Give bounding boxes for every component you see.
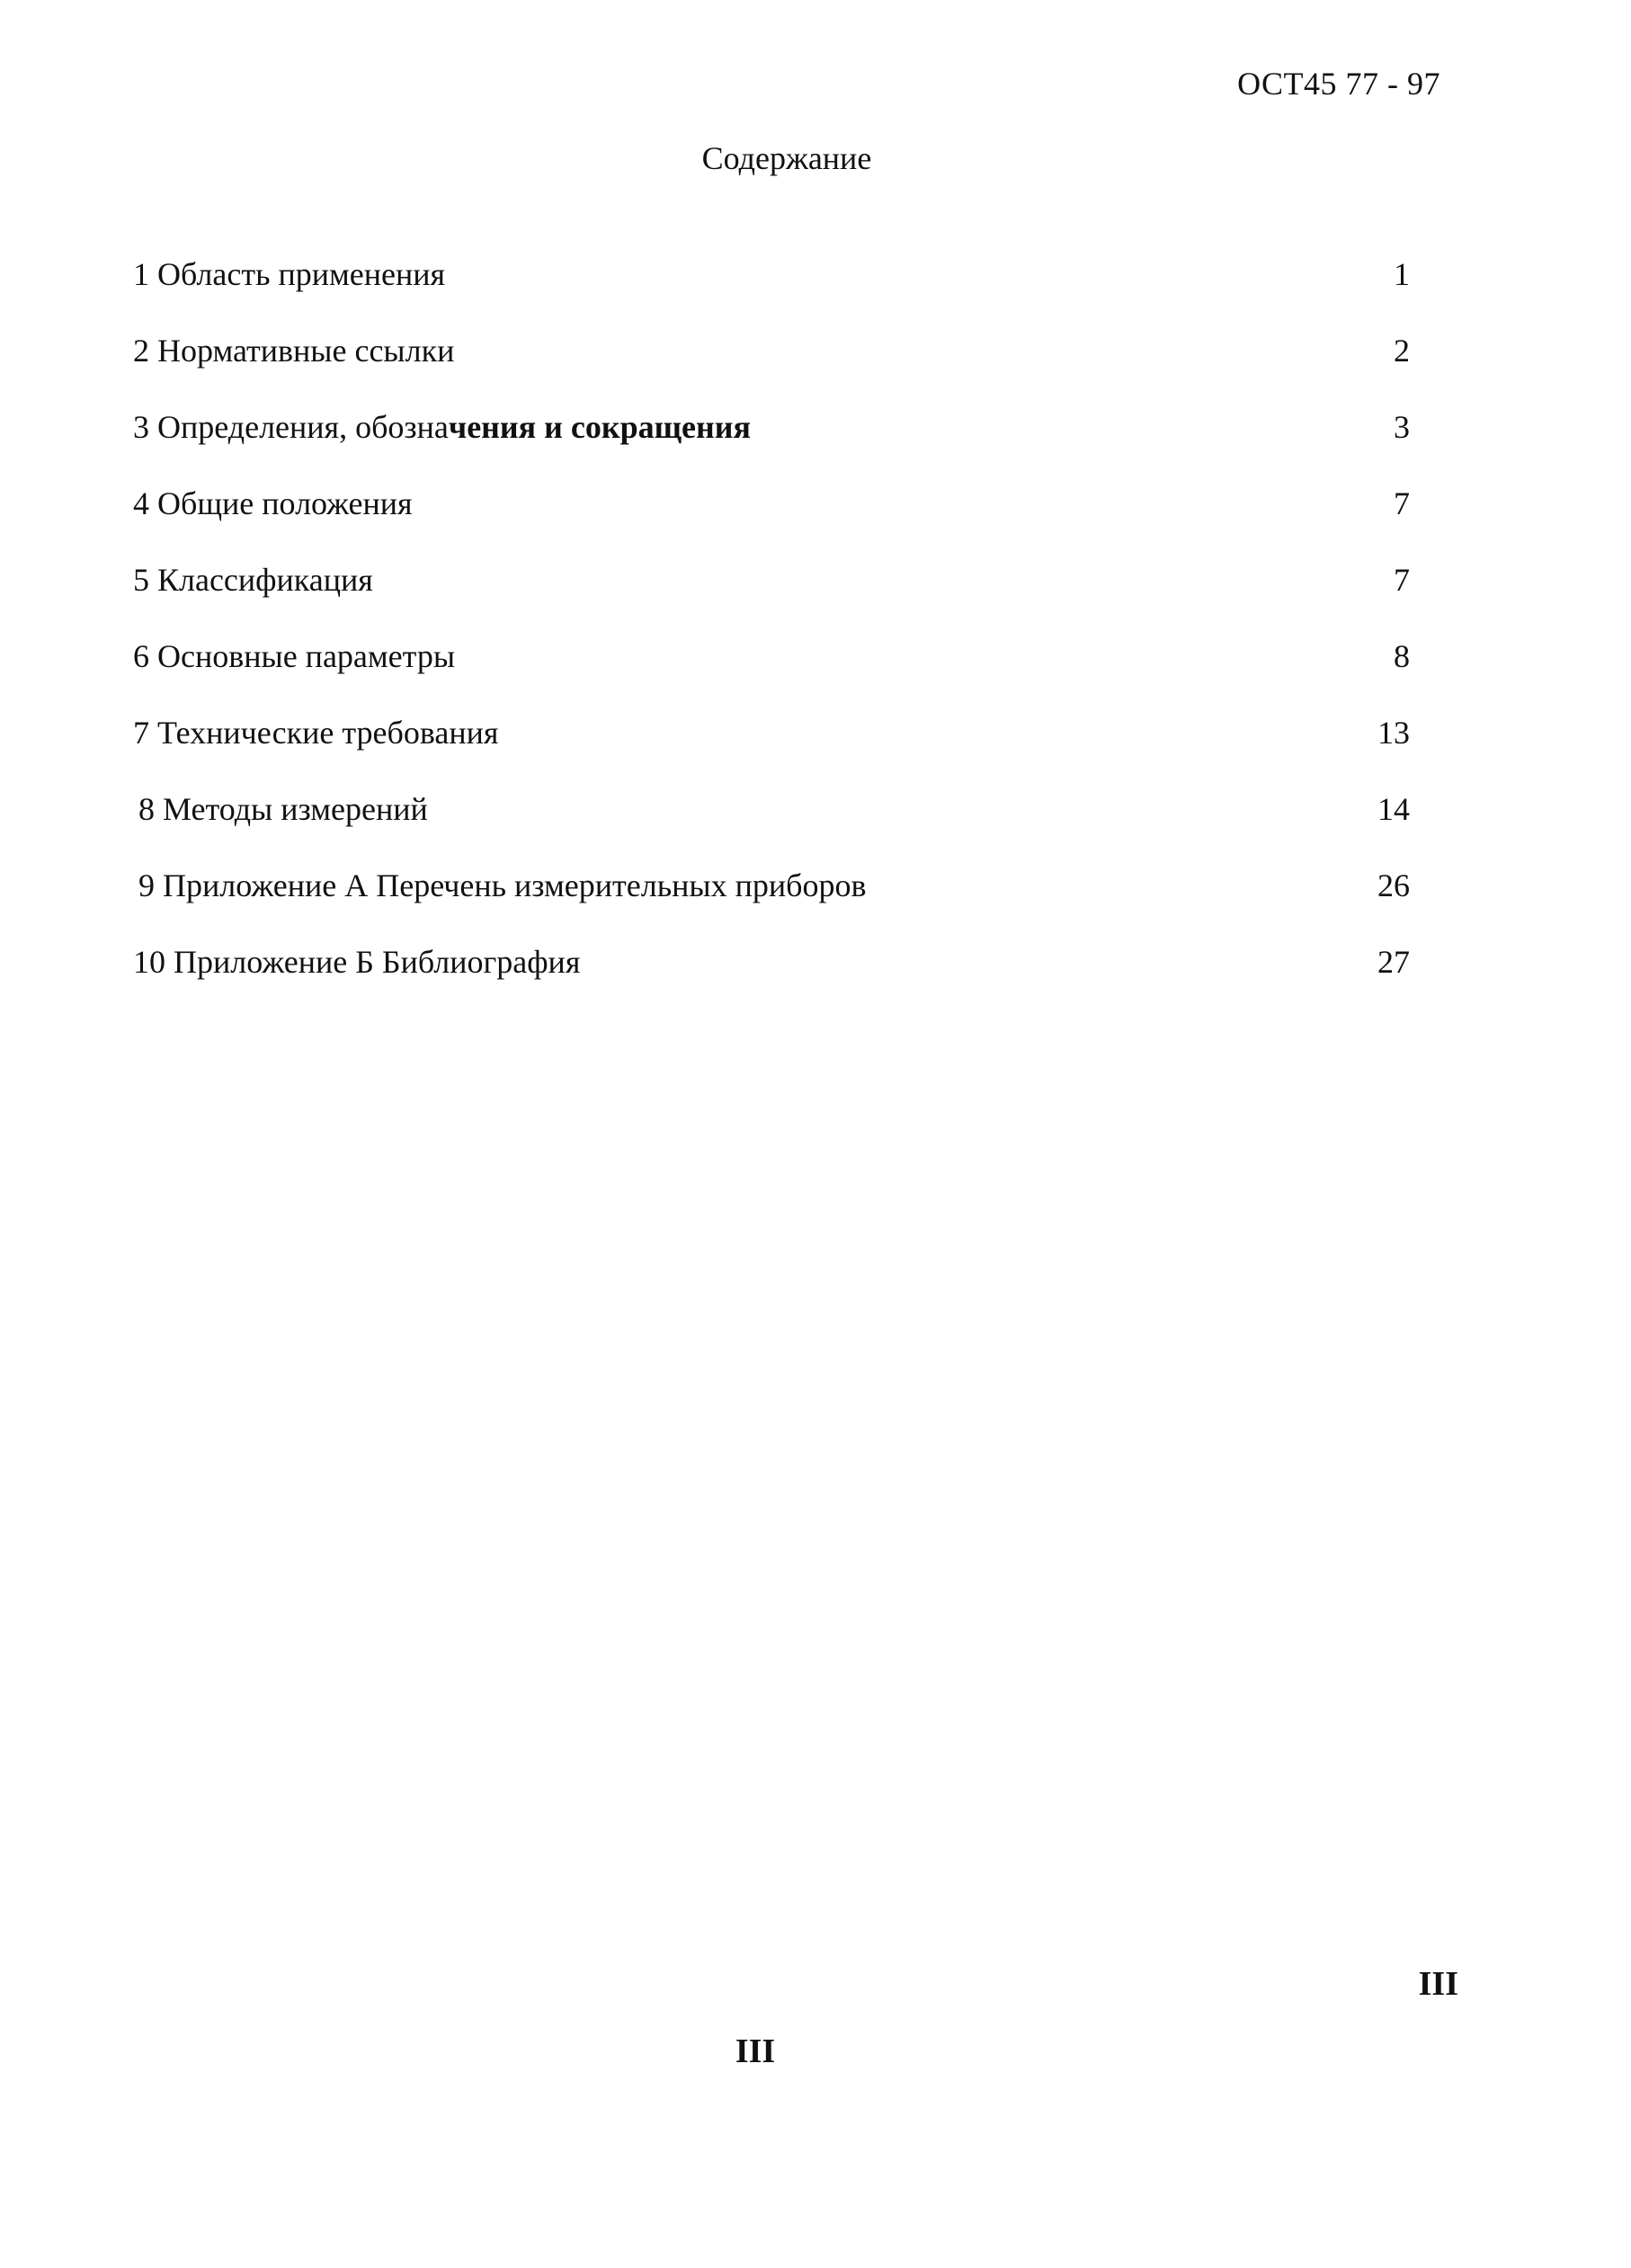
toc-item-page: 14 (1377, 791, 1410, 827)
toc-item-label-start: 3 Определения, обозна (133, 409, 449, 445)
toc-item (133, 252, 1410, 328)
toc-item-label: 10 Приложение Б Библиография (133, 944, 581, 980)
toc-item (133, 863, 1410, 939)
toc-item-label: 6 Основные параметры (133, 638, 456, 674)
toc-item-page: 7 (1394, 562, 1410, 598)
toc-item-page: 27 (1377, 944, 1410, 980)
toc-item-page: 13 (1377, 715, 1410, 751)
toc-item-page: 26 (1377, 867, 1410, 903)
toc-item-label: 2 Нормативные ссылки (133, 333, 455, 369)
toc-item-label-bold: чения и сокращения (448, 409, 751, 445)
toc-item-page: 8 (1394, 638, 1410, 674)
toc-list (133, 252, 1410, 1016)
toc-item-page: 7 (1394, 485, 1410, 521)
toc-item-page: 2 (1394, 333, 1410, 369)
toc-item-page: 1 (1394, 256, 1410, 292)
toc-item (133, 557, 1410, 634)
page-number-center: III (735, 2032, 776, 2070)
toc-title: Содержание (701, 140, 872, 176)
toc-item (133, 710, 1410, 787)
toc-item-label: 9 Приложение А Перечень измерительных приборов (138, 867, 867, 903)
toc-item (133, 939, 1410, 1016)
toc-item-label: 5 Классификация (133, 562, 373, 598)
toc-item (133, 328, 1410, 405)
document-code: ОСТ45 77 - 97 (1237, 66, 1440, 102)
toc-item (133, 405, 1410, 481)
page-number-right: III (1418, 1965, 1458, 2003)
toc-item-label: 1 Область применения (133, 256, 446, 292)
toc-item-label (133, 405, 751, 449)
toc-item (133, 481, 1410, 557)
toc-item-page: 3 (1394, 409, 1410, 445)
toc-item (133, 787, 1410, 863)
toc-item (133, 634, 1410, 710)
toc-item-label: 4 Общие положения (133, 485, 413, 521)
toc-item-label: 7 Технические требования (133, 715, 499, 751)
toc-item-label: 8 Методы измерений (138, 791, 428, 827)
